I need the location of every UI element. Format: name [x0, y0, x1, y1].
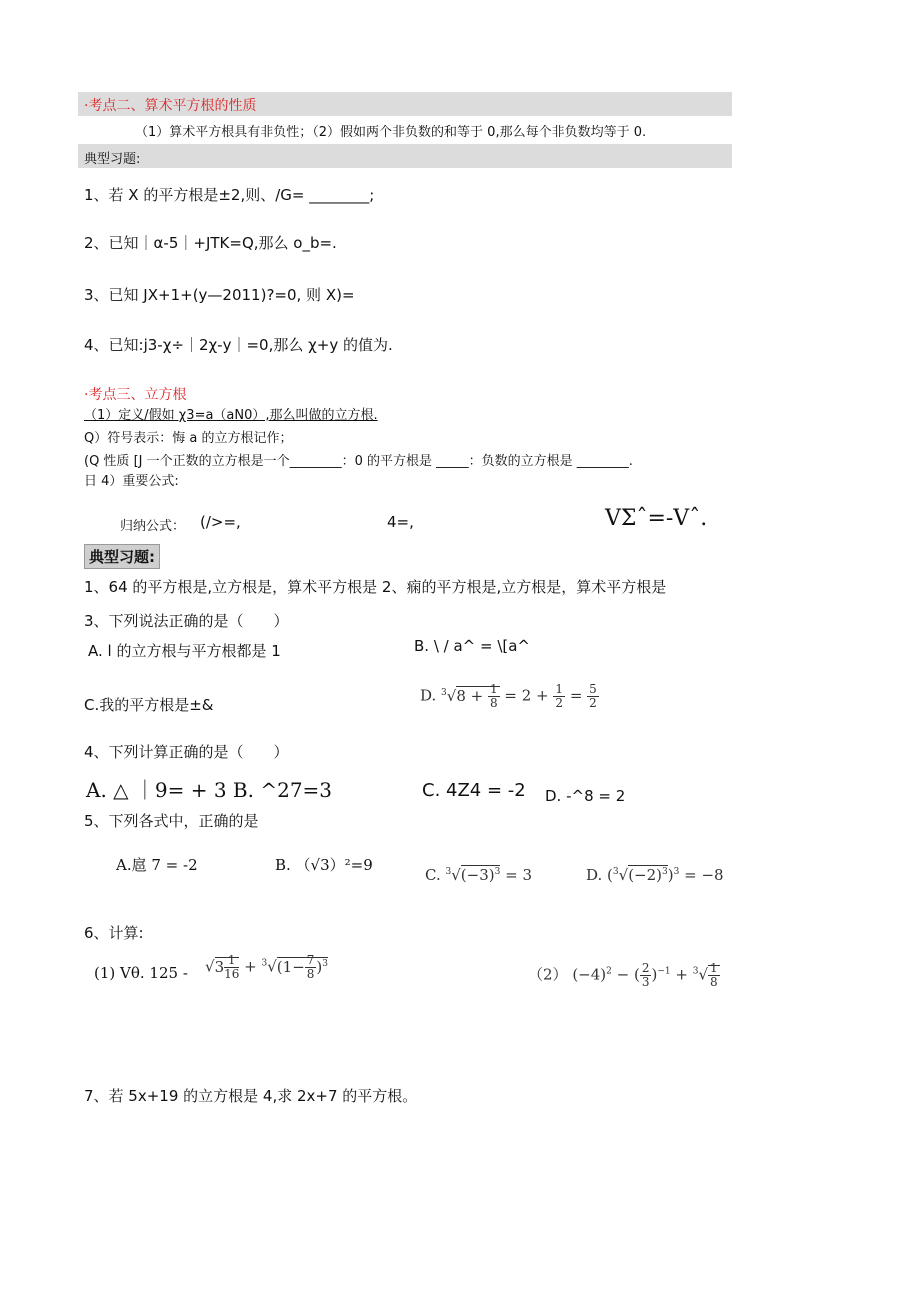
practice-3-option-c: C.我的平方根是±& — [84, 696, 214, 714]
practice-6-part-2: （2） $(-4)^2$ − ( $\frac{2}{3}$ )$^{-1}$ + $^3$√ $\frac{1}{8}$ — [528, 961, 718, 989]
option-c-label: C. — [425, 866, 441, 884]
practice-4-question: 4、下列计算正确的是（ ） — [84, 743, 289, 761]
section3-symbol: Q）符号表示：悔 a 的立方根记作； — [84, 431, 293, 446]
practice-6-part-1-expression: √3 $\frac{1}{16}$ + $^3$√(1− $\frac{7}{8}$ )$^3$ — [205, 953, 328, 981]
fraction-1-8: $\frac{1}{8}$ — [490, 682, 498, 710]
formula-label: 归纳公式： — [120, 519, 186, 534]
section3-formula-heading: 日 4）重要公式: — [84, 474, 179, 489]
formula-1: (/>=, — [200, 513, 241, 531]
formula-3: VΣˆ=-Vˆ. — [605, 506, 708, 531]
option-d-label-5: D. — [586, 866, 603, 884]
practice-3-option-d: D. $^3$√8 + $\frac{1}{8}$ = 2 + $\frac{1}{2}$ = $\frac{5}{2}$ — [420, 682, 597, 710]
practice-4-option-c: C. 4Z4 = -2 — [422, 780, 526, 801]
practice-6-part-1: (1) Vθ. 125 - — [94, 964, 188, 982]
practice-1: 1、64 的平方根是,立方根是，算术平方根是 2、痫的平方根是,立方根是，算术平方根是 — [84, 578, 667, 596]
practice-5-option-b: B. （√3）²=9 — [275, 856, 373, 874]
section3-title: ·考点三、立方根 — [84, 387, 187, 403]
question-4: 4、已知:j3-χ÷｜2χ-y｜=0,那么 χ+y 的值为. — [84, 336, 393, 354]
practice-badge: 典型习题: — [84, 544, 160, 569]
question-2: 2、已知｜α-5｜+JTK=Q,那么 o_b=. — [84, 234, 337, 252]
cube-root-icon: $^3$√ — [441, 686, 457, 705]
practice-label-band — [78, 144, 732, 168]
formula-2: 4=, — [387, 513, 414, 531]
section2-line1: （1）算术平方根具有非负性；（2）假如两个非负数的和等于 0,那么每个非负数均等于 0. — [135, 125, 647, 140]
practice-5-option-d: D. $(^3√(-2)^3)^3 = -8$ — [586, 866, 724, 884]
practice-7: 7、若 5x+19 的立方根是 4,求 2x+7 的平方根。 — [84, 1087, 418, 1105]
section3-definition: （1）定义/假如 χ3=a（aN0）,那么叫做的立方根. — [84, 408, 378, 423]
practice-4-option-d: D. -^8 = 2 — [545, 787, 626, 805]
fraction-1-2: $\frac{1}{2}$ — [555, 682, 564, 710]
practice-5-question: 5、下列各式中，正确的是 — [84, 812, 259, 830]
practice-4-option-ab: A. △ ｜9= + 3 B. ^27=3 — [86, 778, 333, 802]
practice-3-question: 3、下列说法正确的是（ ） — [84, 612, 289, 630]
practice-6-question: 6、计算: — [84, 924, 144, 942]
section2-title: ·考点二、算术平方根的性质 — [84, 98, 257, 114]
practice-3-option-a: A. l 的立方根与平方根都是 1 — [88, 642, 281, 660]
question-1: 1、若 X 的平方根是±2,则、/G= ________; — [84, 186, 375, 204]
practice-label: 典型习题: — [84, 152, 141, 167]
practice-5-option-c: C. $^3√(-3)^3 = 3$ — [425, 866, 533, 884]
practice-3-option-b: B. \ / a^ = \[a^ — [414, 637, 531, 655]
part-2-label: （2） — [528, 965, 568, 984]
option-d-label: D. — [420, 686, 437, 705]
question-3: 3、已知 JX+1+(y—2011)?=0, 则 X)= — [84, 286, 355, 304]
fraction-5-2: $\frac{5}{2}$ — [589, 682, 597, 710]
section3-property: (Q 性质 [J 一个正数的立方根是一个________：0 的平方根是 _____：负数的立方根是 ________. — [84, 454, 633, 469]
practice-5-option-a: A.扈 7 = -2 — [116, 856, 198, 874]
